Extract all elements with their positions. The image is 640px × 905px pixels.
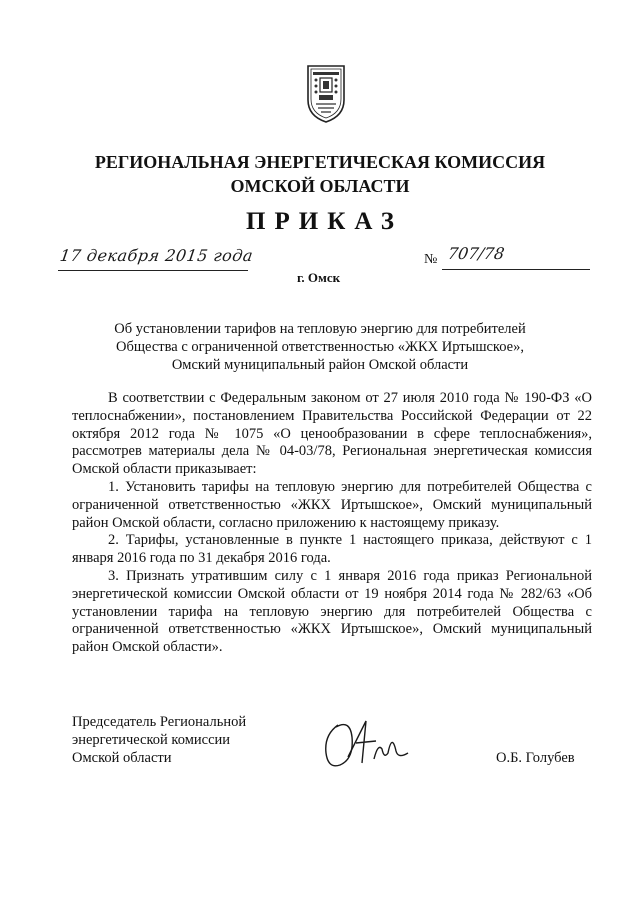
order-body xyxy=(72,390,592,657)
order-subject xyxy=(90,320,550,374)
handwritten-order-number: 707/78 xyxy=(446,244,506,263)
number-label: № xyxy=(424,252,438,267)
position-line-2: энергетической комиссии xyxy=(72,732,231,748)
subject-line-1: Об установлении тарифов на тепловую энергию для потребителей xyxy=(114,321,526,337)
preamble-paragraph: В соответствии с Федеральным законом от 27 июля 2010 года № 190-ФЗ «О теплоснабжении», постановлением Правительства Российской Федерации от 22 октября 2012 года № 1075 «О ценообразовании в сфере теплоснабжения», рассмотрев материалы дела № 04-03/78, Региональная энергетическая комиссия Омской области приказывает: xyxy=(72,390,592,478)
document-type-title: ПРИКАЗ xyxy=(246,208,403,235)
clause-3-paragraph: 3. Признать утратившим силу с 1 января 2016 года приказ Региональной энергетической комиссии Омской области от 19 ноября 2014 года № 282/63 «Об установлении тарифа на тепловую энергию для потребителей Общества с ограниченной ответственностью «ЖКХ Иртышское», Омский муниципальный район Омской области». xyxy=(72,567,592,656)
org-line-2: ОМСКОЙ ОБЛАСТИ xyxy=(230,176,410,196)
signatory-name: О.Б. Голубев xyxy=(496,750,575,766)
coat-of-arms-icon xyxy=(305,62,347,124)
clause-1-paragraph: 1. Установить тарифы на тепловую энергию для потребителей Общества с ограниченной ответственностью «ЖКХ Иртышское», Омский муниципальный район Омской области, согласно приложению к настоящему приказу. xyxy=(72,478,592,531)
handwritten-signature xyxy=(318,713,414,777)
clause-2-paragraph: 2. Тарифы, установленные в пункте 1 настоящего приказа, действуют с 1 января 2016 года по 31 декабря 2016 года. xyxy=(72,532,592,567)
city-label: г. Омск xyxy=(297,270,341,285)
organization-title xyxy=(0,150,640,198)
subject-line-3: Омский муниципальный район Омской области xyxy=(171,357,469,373)
subject-line-2: Общества с ограниченной ответственностью «ЖКХ Иртышское», xyxy=(116,339,524,355)
position-line-3: Омской области xyxy=(72,750,172,766)
position-line-1: Председатель Региональной xyxy=(72,714,247,730)
signatory-position xyxy=(72,713,246,767)
org-line-1: РЕГИОНАЛЬНАЯ ЭНЕРГЕТИЧЕСКАЯ КОМИССИЯ xyxy=(94,152,546,172)
handwritten-date: 17 декабря 2015 года xyxy=(58,246,255,265)
